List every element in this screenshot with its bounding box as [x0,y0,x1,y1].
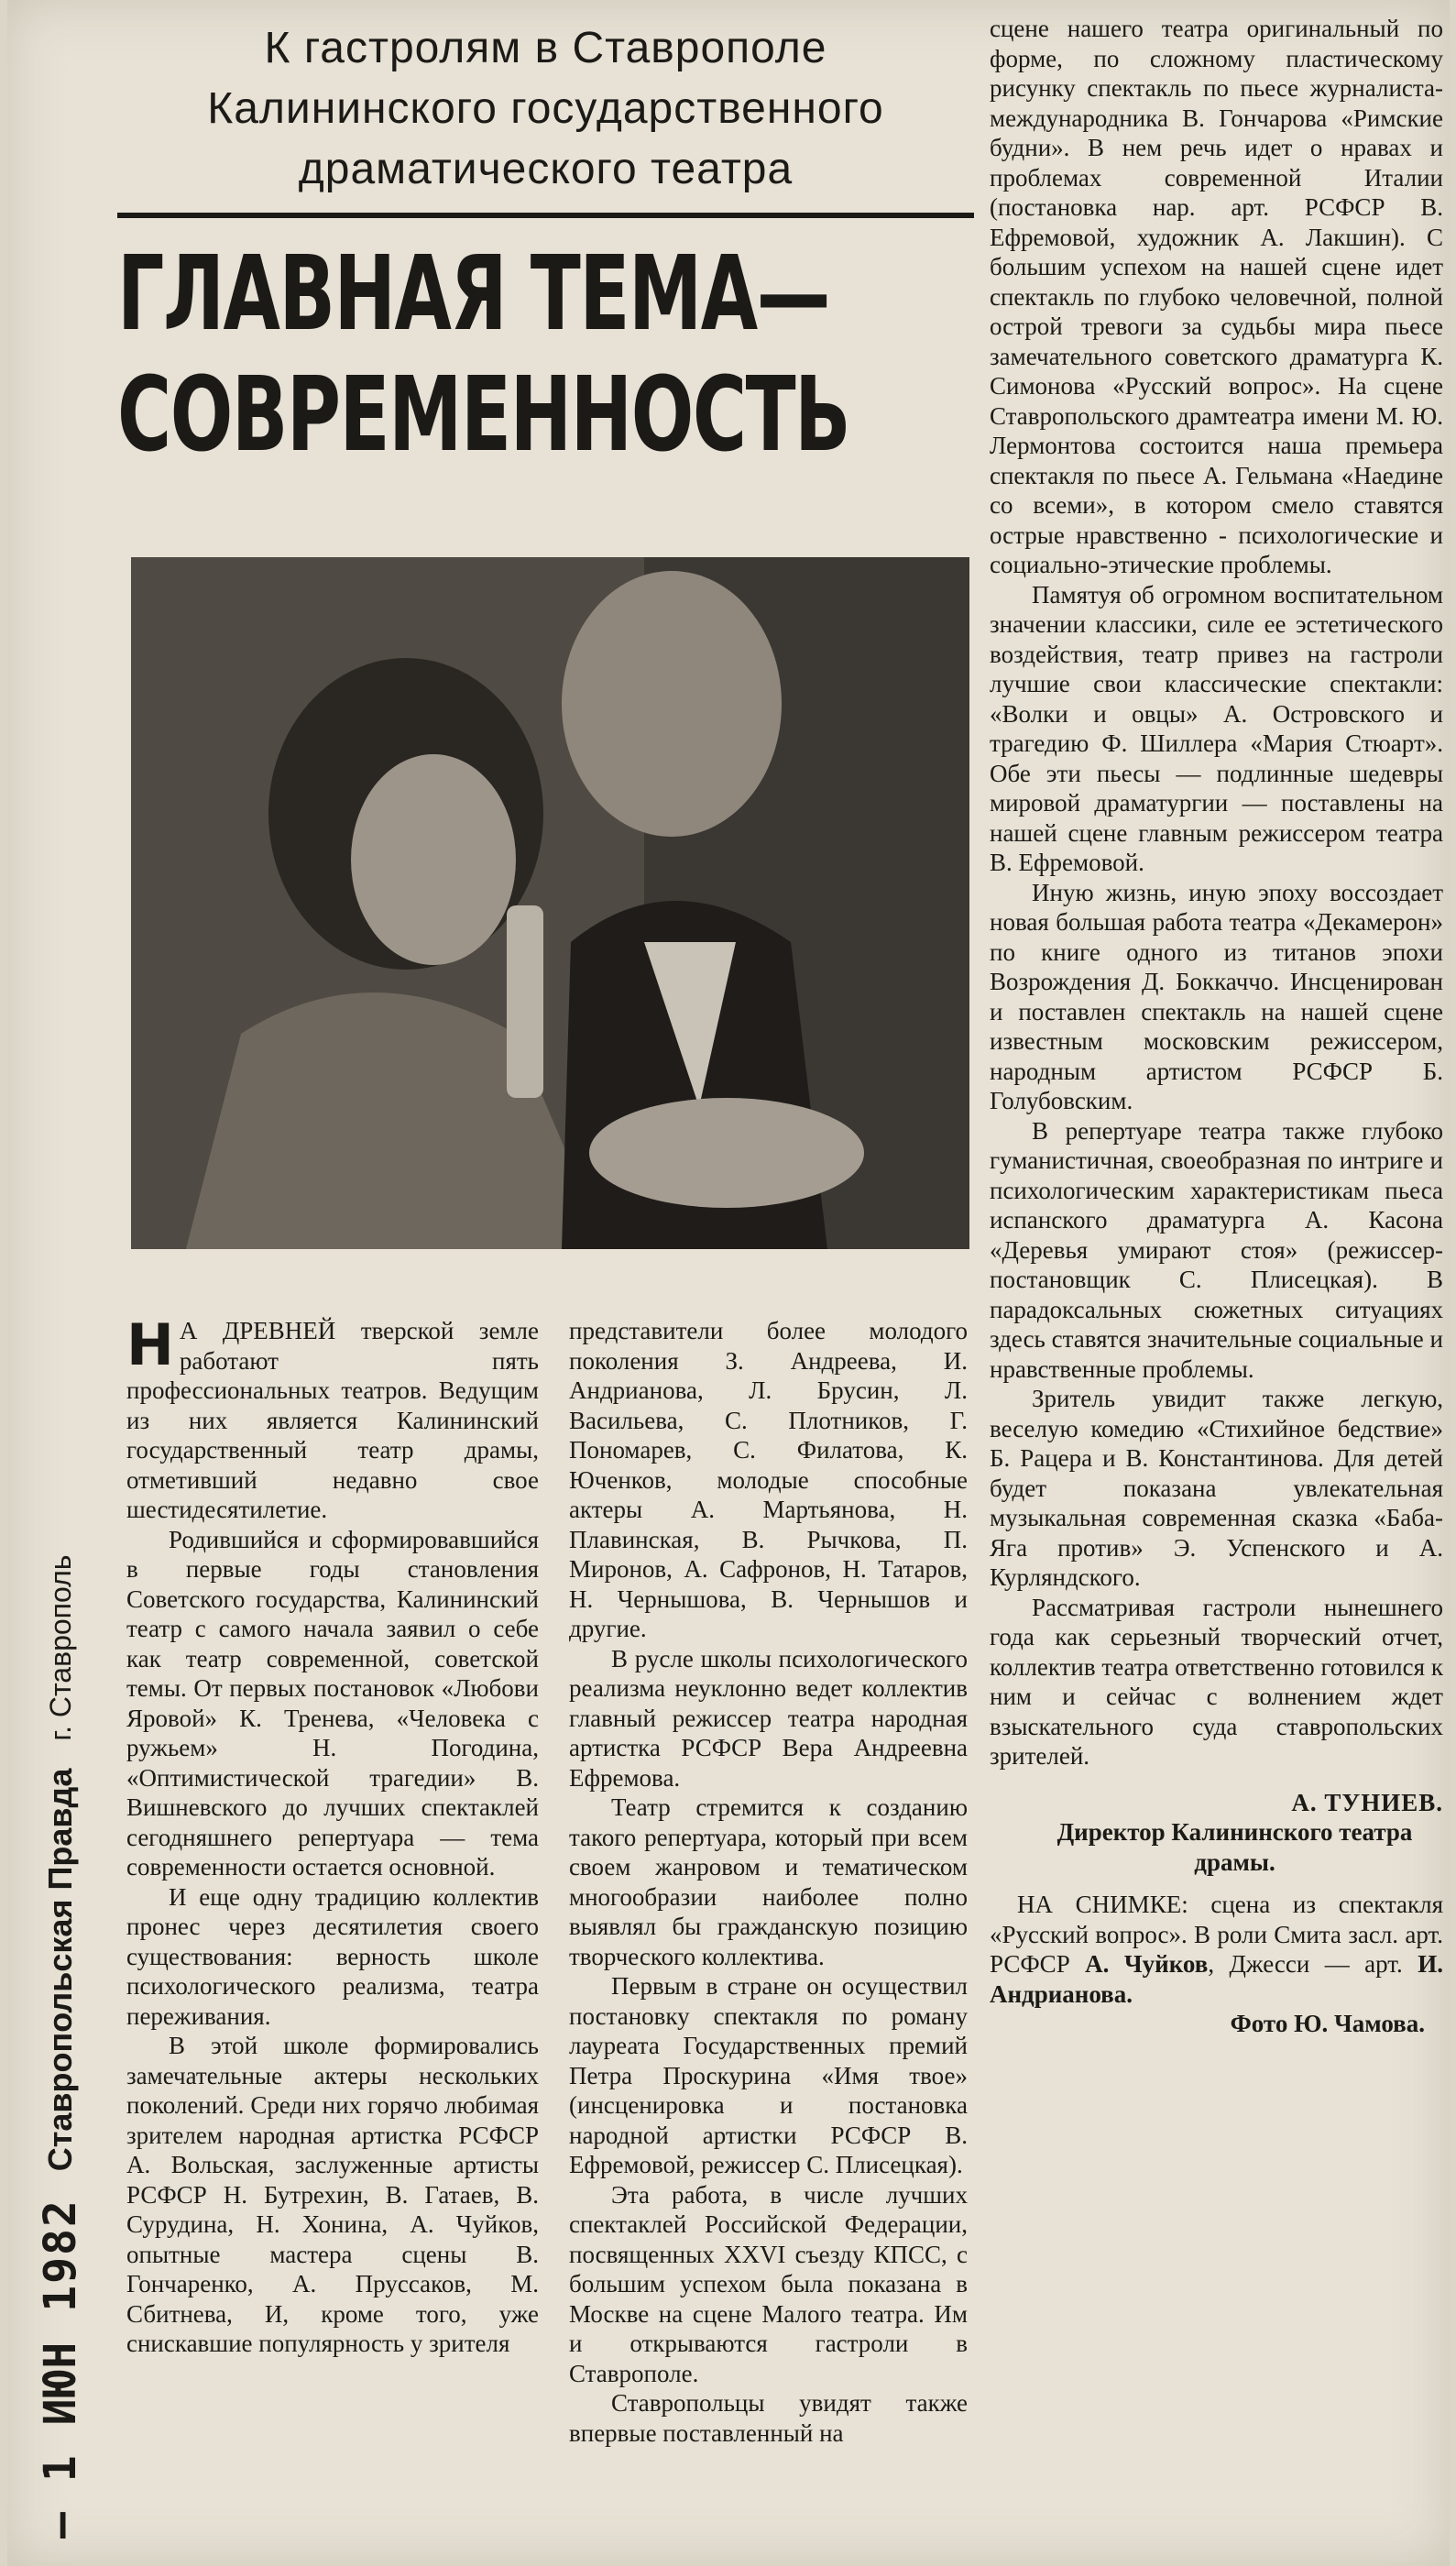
paragraph: И еще одну традицию коллектив пронес через десятилетия своего существования: верность школе психологического реализма, театра переживания. [126,1882,539,2030]
column-2 [569,1316,968,2448]
drop-cap: Н [126,1311,174,1378]
kicker-line-2: Калининского государственного [207,84,884,133]
stamp-date: — 1 ИЮН 1982 [35,2199,86,2539]
paragraph [126,1311,539,1525]
caption-text [990,1890,1443,2009]
date-stamp [24,1549,97,2539]
headline-line-1: ГЛАВНАЯ ТЕМА— [117,235,829,354]
paragraph: Первым в стране он осуществил постановку спектакля по роману лауреата Государственных премий Петра Проскурина «Имя твое» (инсценировка и постановка народной артистки РСФСР В. Ефремовой, режиссер С. Плисецкая). [569,1972,968,2178]
paragraph: Театр стремится к созданию такого репертуара, который при всем своем жанровом и тематическом многообразии наиболее полно выявлял бы гражданскую позицию творческого коллектива. [569,1793,968,1970]
paragraph: Эта работа, в числе лучших спектаклей Российской Федерации, посвященных XXVI съезду КПСС, с большим успехом была показана в Москве на сцене Малого театра. Им и открываются гастроли в Ставрополе. [569,2180,968,2387]
scene-photo [131,557,969,1249]
caption-actor-2: И. Андрианова. [990,1950,1444,2008]
photo-illustration [131,557,969,1249]
kicker-rule [117,213,974,218]
paragraph: Ставропольцы увидят также впервые поставленный на [569,2389,968,2447]
paragraph: сцене нашего театра оригинальный по форме, по сложному пластическому рисунку спектакль по пьесе журналиста-международника В. Гончарова «Римские будни». В нем речь идет о нравах и проблемах современной Италии (постановка нар. арт. РСФСР В. Ефремовой, художник А. Лакшин). С большим успехом на нашей сцене идет спектакль по глубоко человечной, полной острой тревоги за судьбы мира пьесе замечательного советского драматурга К. Симонова «Русский вопрос». На сцене Ставропольского драмтеатра имени М. Ю. Лермонтова состоится наша премьера спектакля по пьесе А. Гельмана «Наедине со всеми», в котором смело ставятся острые нравственно - психологические и социально-этические проблемы. [990,15,1443,578]
stamp-city: г. Ставрополь [43,1554,77,1741]
paragraph: В русле школы психологического реализма неуклонно ведет коллектив главный режиссер театра народная артистка РСФСР Вера Андреевна Ефремова. [569,1644,968,1792]
caption-prefix: НА СНИМКЕ: сцена из спектакля «Русский вопрос». В роли Смита засл. арт. РСФСР [990,1891,1443,1978]
paragraph: Зритель увидит также легкую, веселую комедию «Стихийное бедствие» Б. Рацера и В. Константинова. Для детей будет показана увлекательная музыкальная современная сказка «Баба-Яга против» Э. Успенского и А. Курляндского. [990,1385,1443,1591]
kicker-line-1: К гастролям в Ставрополе [264,24,827,72]
photo-caption [990,1890,1443,2039]
author-signature [990,1788,1443,1878]
paragraph: В этой школе формировались замечательные актеры нескольких поколений. Среди них горячо любимая зрителем народная артистка РСФСР А. Вольская, заслуженные артисты РСФСР Н. Бутрехин, В. Гатаев, В. Сурудина, Н. Хонина, А. Чуйков, опытные мастера сцены В. Гончаренко, А. Пруссаков, М. Сбитнева, И, кроме того, уже снискавшие популярность у зрителя [126,2032,539,2357]
paragraph: представители более молодого поколения З. Андреева, И. Андрианова, Л. Брусин, Л. Васильева, С. Плотников, Г. Пономарев, С. Филатова, К. Юченков, молодые способные актеры А. Мартьянова, Н. Плавинская, В. Рычкова, П. Миронов, А. Сафронов, Н. Татаров, Н. Чернышова, В. Чернышов и другие. [569,1317,968,1642]
stamp-newspaper: Ставропольская Правда [41,1768,79,2172]
paragraph: Памятуя об огромном воспитательном значении классики, силе ее эстетического воздействия, театр привез на гастроли лучшие свои классические спектакли: «Волки и овцы» А. Островского и трагедию Ф. Шиллера «Мария Стюарт». Обе эти пьесы — подлинные шедевры мировой драматургии — поставлены на нашей сцене главным режиссером театра В. Ефремовой. [990,580,1443,876]
column-3 [990,14,1443,2039]
headline [117,234,850,476]
paragraph: Рассматривая гастроли нынешнего года как серьезный творческий отчет, коллектив театра ответственно готовился к ним и сейчас с волнением ждет взыскательного суда ставропольских зрителей. [990,1593,1443,1770]
article-kicker [117,18,974,200]
paragraph: В репертуаре театра также глубоко гуманистичная, своеобразная по интриге и психологическим характеристикам пьеса испанского драматурга А. Касона «Деревья умирают стоя» (режиссер-постановщик С. Плисецкая). В парадоксальных сюжетных ситуациях здесь ставятся значительные социальные и нравственные проблемы. [990,1116,1443,1383]
kicker-line-3: драматического театра [298,145,794,193]
column-1 [126,1311,539,2359]
caption-mid: , Джесси — арт. [1208,1950,1403,1978]
headline-line-2: СОВРЕМЕННОСТЬ [117,356,850,475]
paragraph-text: А ДРЕВНЕЙ тверской земле работают пять профессиональных театров. Ведущим из них является Калининский государственный театр драмы, отметивший недавно свое шестидесятилетие. [126,1317,539,1523]
paragraph: Родившийся и сформировавшийся в первые годы становления Советского государства, Калининский театр с самого начала заявил о себе как театр современной, советской темы. От первых постановок «Любови Яровой» К. Тренева, «Человека с ружьем» Н. Погодина, «Оптимистической трагедии» В. Вишневского до лучших спектаклей сегодняшнего репертуара — тема современности остается основной. [126,1525,539,1881]
caption-actor-1: А. Чуйков [1085,1950,1209,1978]
author-name: А. ТУНИЕВ. [1291,1788,1443,1816]
author-position: Директор Калининского театра драмы. [1056,1818,1413,1876]
paragraph: Иную жизнь, иную эпоху воссоздает новая большая работа театра «Декамерон» по книге одного из титанов эпохи Возрождения Д. Боккаччо. Инсценирован и поставлен спектакль на нашей сцене известным московским режиссером, народным артистом РСФСР Б. Голубовским. [990,878,1443,1114]
newspaper-clipping [7,0,1450,2566]
credit-name: Ю. Чамова. [1294,2010,1425,2037]
photo-credit [990,2009,1443,2039]
credit-label: Фото [1230,2010,1288,2037]
